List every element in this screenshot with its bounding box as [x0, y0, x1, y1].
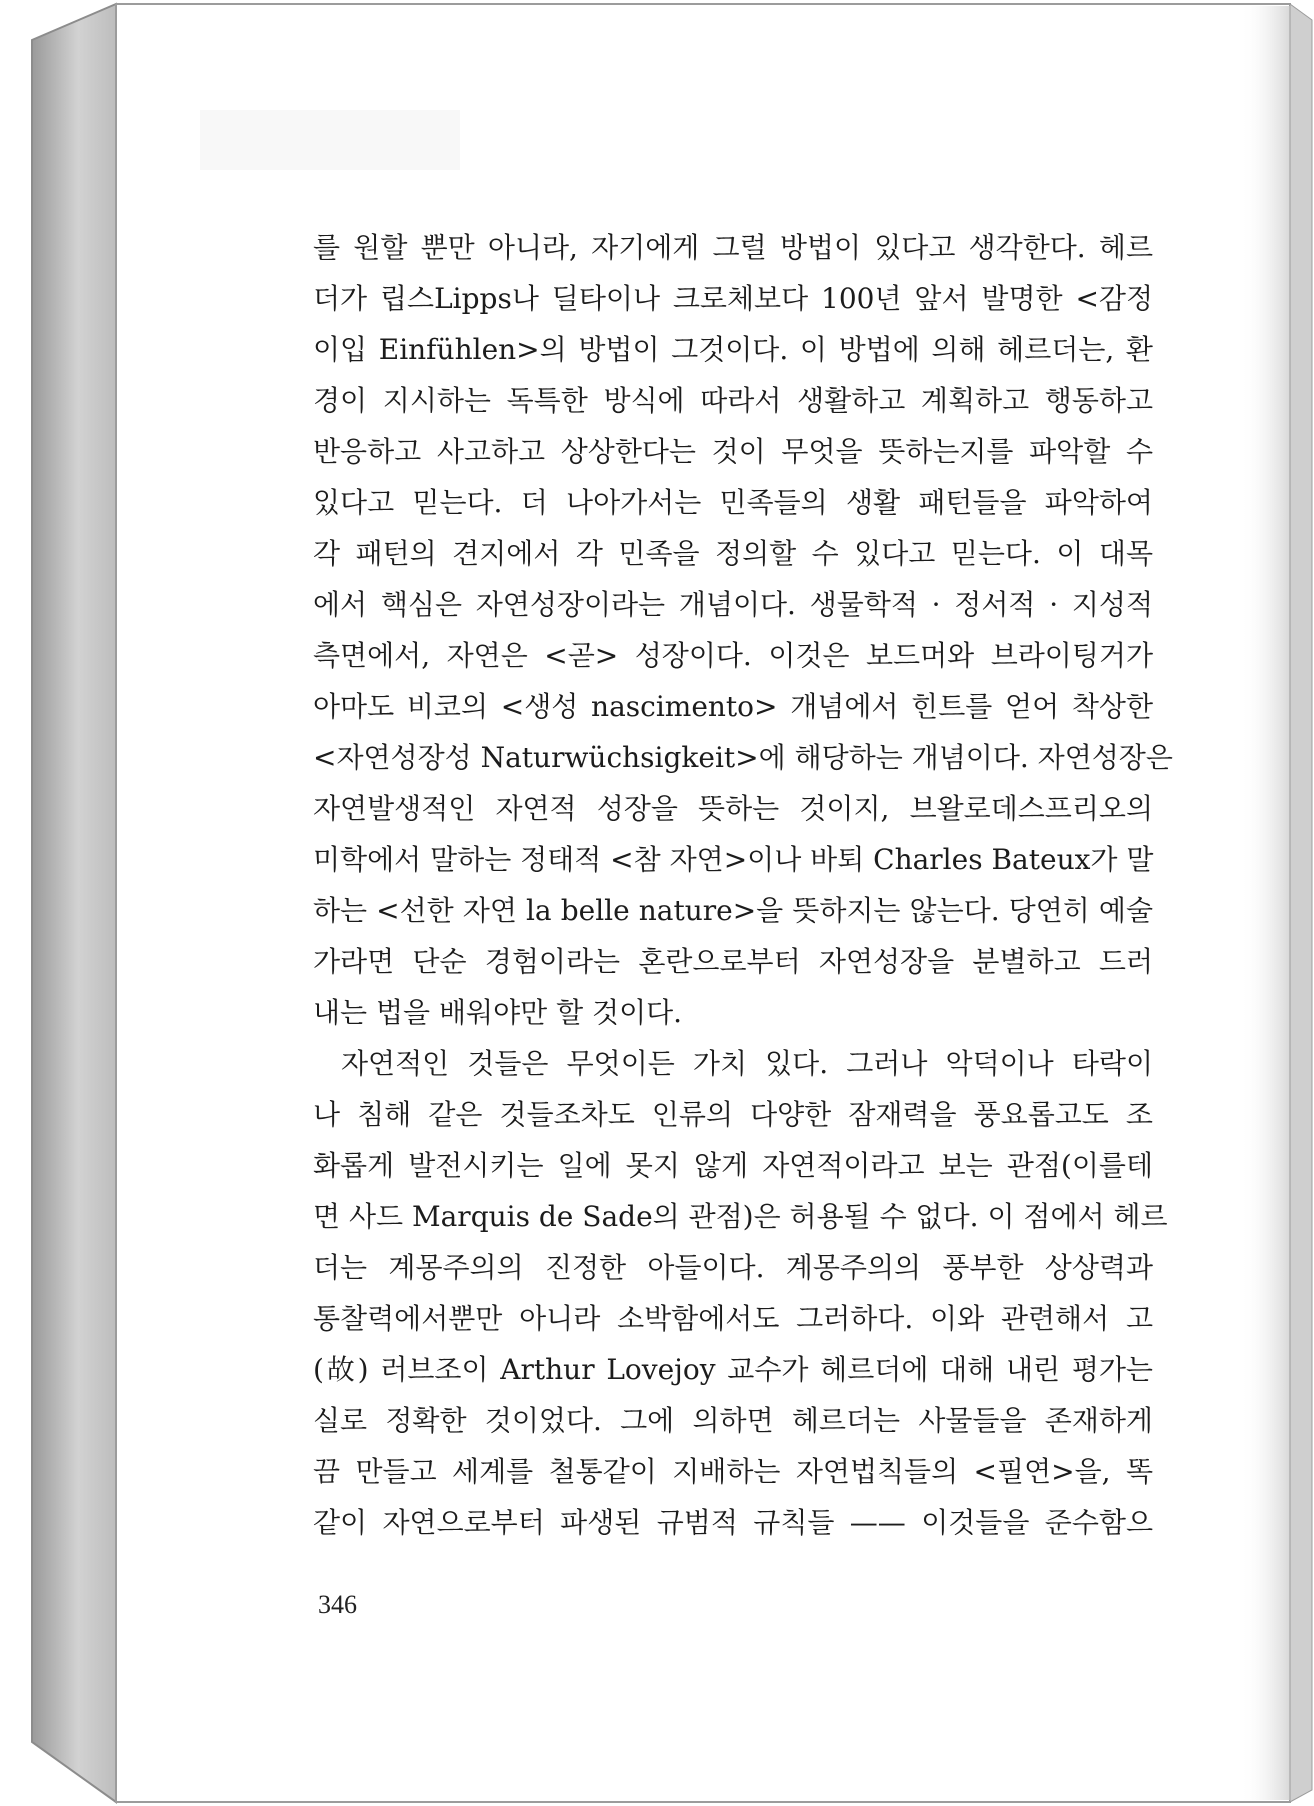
text-line: 면 사드 Marquis de Sade의 관점)은 허용될 수 없다. 이 점에서 헤르 [313, 1200, 1168, 1233]
page-right-shadow [1240, 6, 1290, 1800]
text-line: 각 패턴의 견지에서 각 민족을 정의할 수 있다고 믿는다. 이 대목 [313, 537, 1153, 570]
text-line: 자연발생적인 자연적 성장을 뜻하는 것이지, 브왈로데스프리오의 [313, 792, 1153, 825]
text-line: 아마도 비코의 <생성 nascimento> 개념에서 힌트를 얻어 착상한 [313, 690, 1153, 723]
text-line: 더는 계몽주의의 진정한 아들이다. 계몽주의의 풍부한 상상력과 [313, 1251, 1153, 1284]
text-line: 끔 만들고 세계를 철통같이 지배하는 자연법칙들의 <필연>을, 똑 [313, 1455, 1153, 1488]
text-line: 하는 <선한 자연 la belle nature>을 뜻하지는 않는다. 당연히 예술 [313, 894, 1153, 927]
text-line: 자연적인 것들은 무엇이든 가치 있다. 그러나 악덕이나 타락이 [341, 1047, 1153, 1080]
text-line: 나 침해 같은 것들조차도 인류의 다양한 잠재력을 풍요롭고도 조 [313, 1098, 1153, 1131]
text-line: 같이 자연으로부터 파생된 규범적 규칙들 —— 이것들을 준수함으 [313, 1506, 1153, 1539]
book-spine [32, 4, 116, 1802]
scan-smudge [200, 110, 460, 170]
text-line: 더가 립스Lipps나 딜타이나 크로체보다 100년 앞서 발명한 <감정 [313, 282, 1153, 315]
text-line: 이입 Einfühlen>의 방법이 그것이다. 이 방법에 의해 헤르더는, 환 [313, 333, 1153, 366]
text-line: 를 원할 뿐만 아니라, 자기에게 그럴 방법이 있다고 생각한다. 헤르 [313, 231, 1153, 264]
text-line: 실로 정확한 것이었다. 그에 의하면 헤르더는 사물들을 존재하게 [313, 1404, 1153, 1437]
text-line: 경이 지시하는 독특한 방식에 따라서 생활하고 계획하고 행동하고 [313, 384, 1153, 417]
text-line: 측면에서, 자연은 <곧> 성장이다. 이것은 보드머와 브라이팅거가 [313, 639, 1153, 672]
text-line: 에서 핵심은 자연성장이라는 개념이다. 생물학적 · 정서적 · 지성적 [313, 588, 1153, 621]
page-number: 346 [318, 1590, 357, 1619]
text-line: 반응하고 사고하고 상상한다는 것이 무엇을 뜻하는지를 파악할 수 [313, 435, 1153, 468]
text-line: 화롭게 발전시키는 일에 못지 않게 자연적이라고 보는 관점(이를테 [313, 1149, 1153, 1182]
text-line: <자연성장성 Naturwüchsigkeit>에 해당하는 개념이다. 자연성장은 [313, 741, 1173, 774]
text-line: 내는 법을 배워야만 할 것이다. [313, 996, 683, 1029]
text-line: 미학에서 말하는 정태적 <참 자연>이나 바퇴 Charles Bateux가 말 [313, 843, 1154, 876]
text-line: 통찰력에서뿐만 아니라 소박함에서도 그러하다. 이와 관련해서 고 [313, 1302, 1153, 1335]
text-line: 가라면 단순 경험이라는 혼란으로부터 자연성장을 분별하고 드러 [313, 945, 1153, 978]
text-line: 있다고 믿는다. 더 나아가서는 민족들의 생활 패턴들을 파악하여 [313, 486, 1153, 519]
text-line: (故) 러브조이 Arthur Lovejoy 교수가 헤르더에 대해 내린 평가는 [313, 1353, 1153, 1386]
page-edge [1290, 4, 1312, 1802]
